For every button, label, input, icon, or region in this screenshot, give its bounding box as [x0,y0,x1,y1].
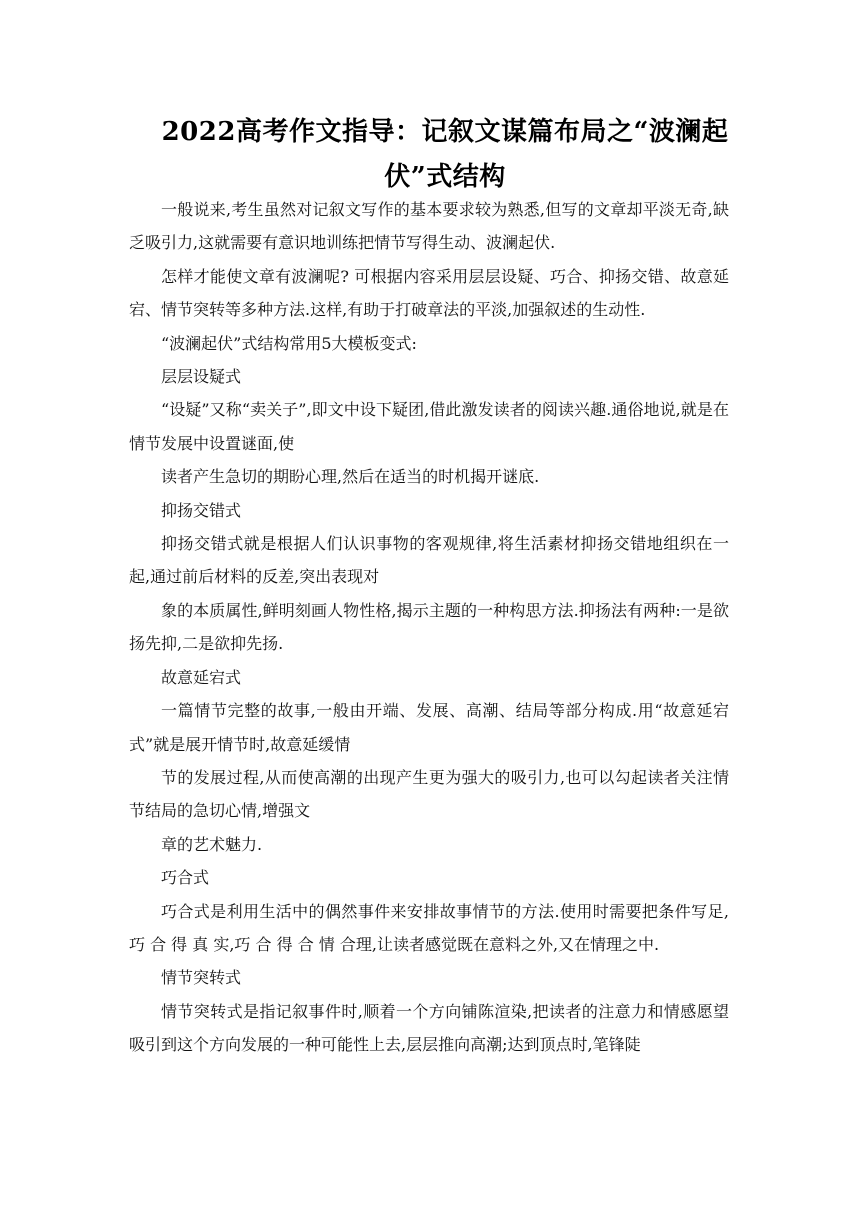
paragraph: 章的艺术魅力. [161,834,263,854]
paragraph: “波澜起伏”式结构常用5大模板变式: [161,333,417,353]
paragraph: 层层设疑式 [161,367,242,387]
paragraph: 故意延宕式 [161,667,242,687]
paragraph: 象的本质属性,鲜明刻画人物性格,揭示主题的一种构思方法.抑扬法有两种:一是欲扬先抑,二是欲抑先扬. [129,600,729,654]
paragraph: 巧合式 [161,868,210,888]
paragraph: 巧合式是利用生活中的偶然事件来安排故事情节的方法.使用时需要把条件写足,巧 合 得 真 实,巧 合 得 合 情 合理,让读者感觉既在意料之外,又在情理之中. [129,901,729,954]
paragraph: 一篇情节完整的故事,一般由开端、发展、高潮、结局等部分构成.用“故意延宕式”就是展开情节时,故意延缓情 [129,701,729,754]
paragraph: 情节突转式是指记叙事件时,顺着一个方向铺陈渲染,把读者的注意力和情感愿望吸引到这个方向发展的一种可能性上去,层层推向高潮;达到顶点时,笔锋陡 [129,1001,729,1055]
paragraph: 情节突转式 [161,968,242,988]
paragraph: 抑扬交错式 [161,500,242,520]
paragraph: 怎样才能使文章有波澜呢? 可根据内容采用层层设疑、巧合、抑扬交错、故意延宕、情节突转等多种方法.这样,有助于打破章法的平淡,加强叙述的生动性. [129,266,729,320]
paragraph: “设疑”又称“卖关子”,即文中设下疑团,借此激发读者的阅读兴趣.通俗地说,就是在情节发展中设置谜面,使 [129,400,729,453]
document-body [129,193,729,1062]
paragraph: 读者产生急切的期盼心理,然后在适当的时机揭开谜底. [161,467,540,487]
paragraph: 抑扬交错式就是根据人们认识事物的客观规律,将生活素材抑扬交错地组织在一起,通过前后材料的反差,突出表现对 [129,534,729,587]
document-title: 2022高考作文指导：记叙文谋篇布局之“波澜起伏”式结构 [161,117,729,192]
paragraph: 一般说来,考生虽然对记叙文写作的基本要求较为熟悉,但写的文章却平淡无奇,缺乏吸引力,这就需要有意识地训练把情节写得生动、波澜起伏. [129,200,729,253]
paragraph: 节的发展过程,从而使高潮的出现产生更为强大的吸引力,也可以勾起读者关注情节结局的急切心情,增强文 [129,767,729,821]
